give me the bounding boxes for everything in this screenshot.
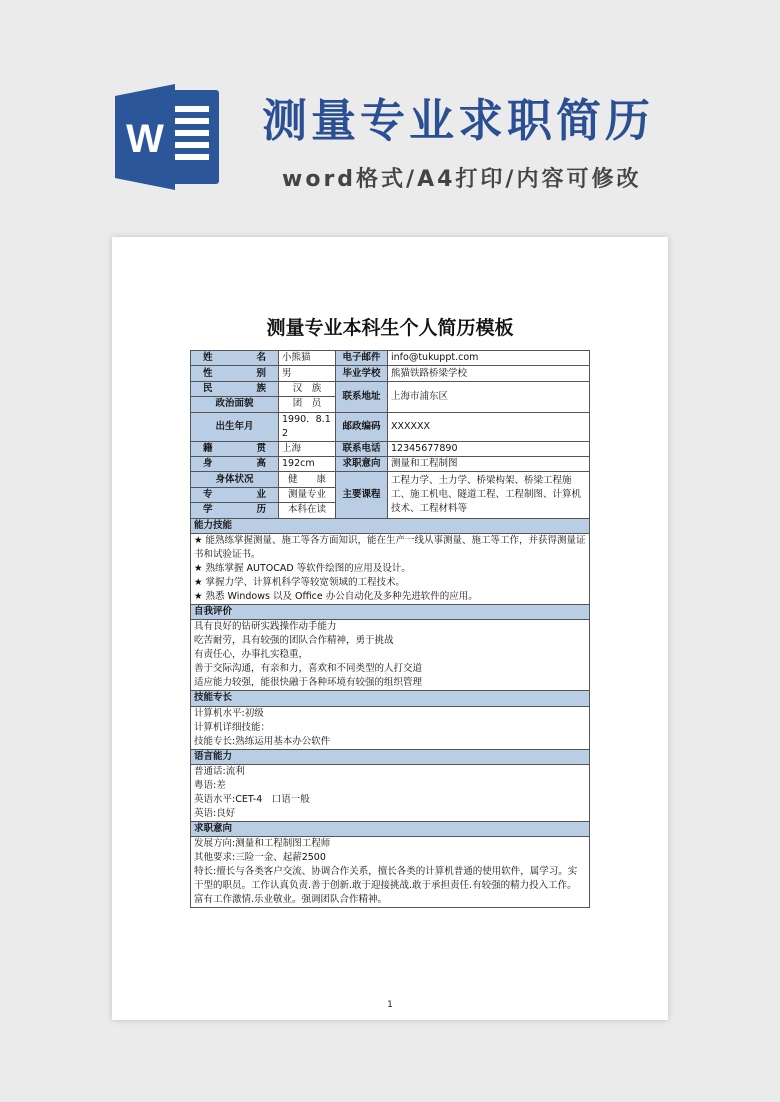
info-row <box>191 366 590 381</box>
section-body-career-objective <box>191 837 590 908</box>
document-title: 测量专业本科生个人简历模板 <box>266 317 514 339</box>
section-line: 计算机详细技能： <box>194 721 271 733</box>
section-line: 英语水平:CET-4 口语一般 <box>194 794 310 806</box>
section-line: 善于交际沟通，有亲和力，喜欢和不同类型的人打交道 <box>194 663 423 675</box>
section-title-career-objective: 求职意向 <box>191 822 590 837</box>
value-email: info@tukuppt.com <box>388 351 590 366</box>
label-job-intention: 求职意向 <box>336 456 388 471</box>
info-row <box>191 351 590 366</box>
value-address: 上海市浦东区 <box>388 381 590 412</box>
section-line: 技能专长:熟练运用基本办公软件 <box>194 735 331 747</box>
section-line: 特长:擅长与各类客户交流、协调合作关系，擅长各类的计算机普通的使用软件，属学习。实干型的职员。工作认真负责.善于创新.敢于迎接挑战.敢于承担责任.有较强的精力投入工作。富有工作激情.乐业敬业。强调团队合作精神。 <box>194 866 578 906</box>
label-ethnicity: 民 族 <box>191 381 279 396</box>
value-birth: 1990．8.12 <box>279 412 336 441</box>
value-postcode: XXXXXX <box>388 412 590 441</box>
section-body-self-evaluation <box>191 620 590 691</box>
info-row <box>191 441 590 456</box>
section-body-specialties <box>191 706 590 749</box>
label-political-status: 政治面貌 <box>191 397 279 412</box>
value-school: 熊猫铁路桥梁学校 <box>388 366 590 381</box>
value-name: 小熊猫 <box>279 351 336 366</box>
value-gender: 男 <box>279 366 336 381</box>
label-hometown: 籍 贯 <box>191 441 279 456</box>
section-line: 吃苦耐劳，具有较强的团队合作精神，勇于挑战 <box>194 635 394 647</box>
label-major: 专 业 <box>191 487 279 502</box>
section-body-skills <box>191 533 590 604</box>
section-title-languages: 语言能力 <box>191 749 590 764</box>
section-line: 有责任心，办事扎实稳重， <box>194 649 309 661</box>
info-row <box>191 472 590 487</box>
section-line: 计算机水平:初级 <box>194 707 264 719</box>
section-line: 其他要求:三险一金、起薪2500 <box>194 852 326 864</box>
label-postcode: 邮政编码 <box>336 412 388 441</box>
label-education: 学 历 <box>191 503 279 518</box>
resume-table <box>190 350 590 908</box>
svg-text:W: W <box>126 117 164 161</box>
info-row <box>191 456 590 471</box>
word-icon <box>113 82 225 192</box>
label-height: 身 高 <box>191 456 279 471</box>
label-phone: 联系电话 <box>336 441 388 456</box>
value-health: 健 康 <box>279 472 336 487</box>
section-line: ★ 熟练掌握 AUTOCAD 等软件绘图的应用及设计。 <box>194 562 411 574</box>
section-line: 英语:良好 <box>194 808 236 820</box>
section-line: 适应能力较强，能很快融于各种环境有较强的组织管理 <box>194 677 423 689</box>
section-line: 普通话:流利 <box>194 766 245 778</box>
info-row <box>191 412 590 441</box>
label-address: 联系地址 <box>336 381 388 412</box>
section-line: 粤语:差 <box>194 780 226 792</box>
section-line: 具有良好的钻研实践操作动手能力 <box>194 621 337 633</box>
section-title-specialties: 技能专长 <box>191 691 590 706</box>
value-education: 本科在读 <box>279 503 336 518</box>
label-school: 毕业学校 <box>336 366 388 381</box>
label-gender: 性 别 <box>191 366 279 381</box>
value-courses: 工程力学、土力学、桥梁构架、桥梁工程施工、施工机电、隧道工程、工程制图、计算机技术、工程材料等 <box>388 472 590 518</box>
value-ethnicity: 汉 族 <box>279 381 336 396</box>
section-body-languages <box>191 765 590 822</box>
label-birth: 出生年月 <box>191 412 279 441</box>
section-title-skills: 能力技能 <box>191 518 590 533</box>
value-political-status: 团 员 <box>279 397 336 412</box>
label-email: 电子邮件 <box>336 351 388 366</box>
banner-subtitle: word格式/A4打印/内容可修改 <box>282 167 642 192</box>
label-name: 姓 名 <box>191 351 279 366</box>
banner-title: 测量专业求职简历 <box>262 94 655 147</box>
value-hometown: 上海 <box>279 441 336 456</box>
page-number: 1 <box>387 1000 393 1010</box>
value-phone: 12345677890 <box>388 441 590 456</box>
label-health: 身体状况 <box>191 472 279 487</box>
section-line: 发展方向:测量和工程制图工程师 <box>194 838 331 850</box>
info-row <box>191 381 590 396</box>
section-line: ★ 能熟练掌握测量、施工等各方面知识，能在生产一线从事测量、施工等工作，并获得测量证书和试验证书。 <box>194 534 586 560</box>
value-major: 测量专业 <box>279 487 336 502</box>
value-height: 192cm <box>279 456 336 471</box>
label-courses: 主要课程 <box>336 472 388 518</box>
section-title-self-evaluation: 自我评价 <box>191 604 590 619</box>
resume-page <box>112 237 668 1020</box>
value-job-intention: 测量和工程制图 <box>388 456 590 471</box>
section-line: ★ 掌握力学、计算机科学等较宽领域的工程技术。 <box>194 576 406 588</box>
section-line: ★ 熟悉 Windows 以及 Office 办公自动化及多种先进软件的应用。 <box>194 590 478 602</box>
